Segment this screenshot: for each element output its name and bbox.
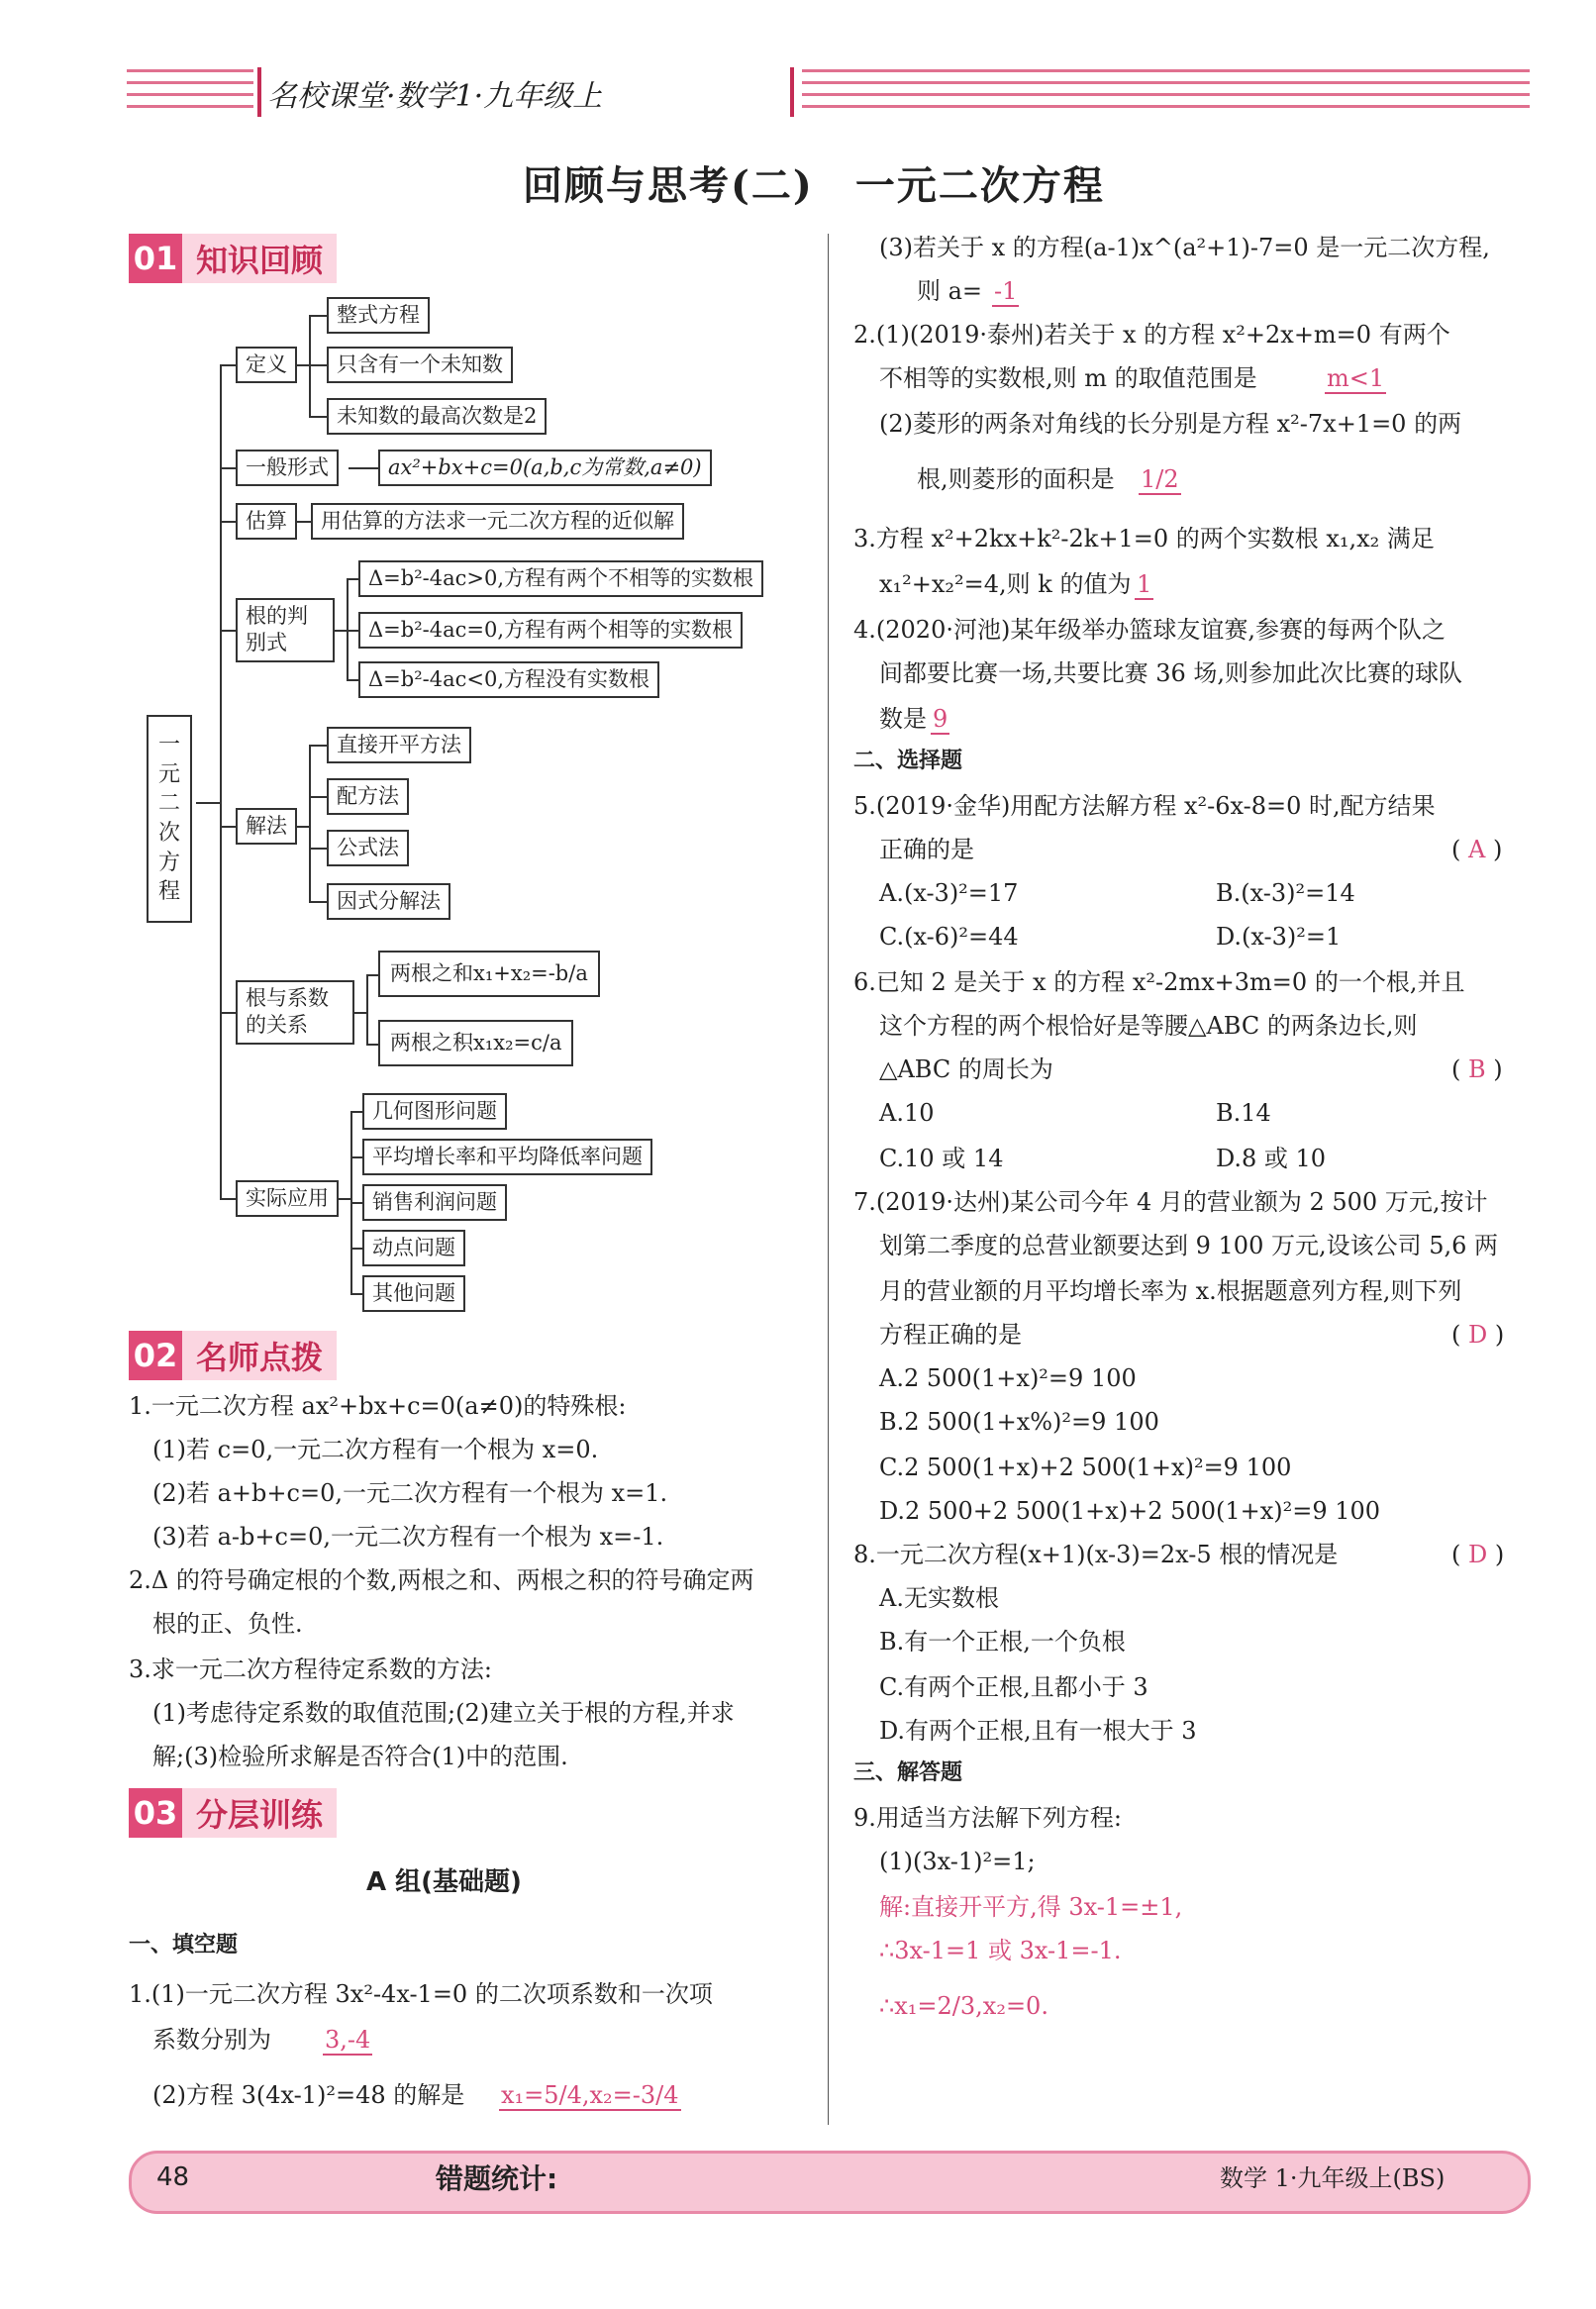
error-stats-label: 错题统计: [436,2162,558,2195]
q1a-line: 1.(1)一元二次方程 3x²-4x-1=0 的二次项系数和一次项 [129,1980,713,2008]
q5-option: B.(x-3)²=14 [1216,879,1355,907]
estimation-item: 用估算的方法求一元二次方程的近似解 [311,503,684,540]
application-item: 平均增长率和平均降低率问题 [362,1139,652,1175]
q4-line: 数是 [879,705,927,733]
column-divider [828,234,829,2125]
q6-line: 6.已知 2 是关于 x 的方程 x²-2mx+3m=0 的一个根,并且 [853,968,1465,996]
q2-line: 2.(1)(2019·泰州)若关于 x 的方程 x²+2x+m=0 有两个 [853,321,1450,349]
general-form-item: ax²+bx+c=0(a,b,c为常数,a≠0) [378,450,712,486]
tip-line: 1.一元二次方程 ax²+bx+c=0(a≠0)的特殊根: [129,1392,627,1420]
application-item: 动点问题 [362,1230,465,1266]
q1b-line: (2)方程 3(4x-1)²=48 的解是 [152,2081,465,2109]
q8-option: A.无实数根 [879,1584,999,1612]
method-item: 因式分解法 [327,883,450,920]
q2-line: 不相等的实数根,则 m 的取值范围是 [879,364,1257,392]
q5-option: A.(x-3)²=17 [879,879,1019,907]
q6-option: A.10 [879,1099,935,1127]
tree-root: 一元二次方程 [147,715,192,923]
q1c-line: 则 a= [917,277,983,305]
q3-line: x₁²+x₂²=4,则 k 的值为 [879,570,1132,598]
q9-solution: 解:直接开平方,得 3x-1=±1, [879,1893,1183,1921]
node-solution-methods: 解法 [236,808,297,845]
tip-line: 根的正、负性. [152,1610,303,1638]
q5-answer: A [1468,836,1486,863]
tip-line: 解;(3)检验所求解是否符合(1)中的范围. [152,1743,568,1770]
q5-line: 5.(2019·金华)用配方法解方程 x²-6x-8=0 时,配方结果 [853,792,1436,820]
tip-line: (1)若 c=0,一元二次方程有一个根为 x=0. [152,1436,599,1463]
q6-line: △ABC 的周长为 [879,1055,1053,1083]
q9-solution: ∴3x-1=1 或 3x-1=-1. [879,1937,1122,1964]
q4-line: 4.(2020·河池)某年级举办篮球友谊赛,参赛的每两个队之 [853,616,1446,644]
q8-option: C.有两个正根,且都小于 3 [879,1673,1148,1701]
q5-option: D.(x-3)²=1 [1216,923,1342,951]
node-definition: 定义 [236,347,297,383]
q2-answer-1: m<1 [1327,364,1385,392]
application-item: 销售利润问题 [362,1184,507,1221]
q7-option: C.2 500(1+x)+2 500(1+x)²=9 100 [879,1454,1292,1481]
q7-line: 方程正确的是 [879,1321,1022,1349]
tip-line: 2.Δ 的符号确定根的个数,两根之和、两根之积的符号确定两 [129,1566,754,1594]
q7-bracket: ( D ) [1451,1321,1505,1349]
q2-answer-2: 1/2 [1141,465,1179,493]
q7-line: 划第二季度的总营业额要达到 9 100 万元,设该公司 5,6 两 [879,1232,1499,1259]
q6-option: D.8 或 10 [1216,1145,1327,1172]
q7-option: D.2 500+2 500(1+x)+2 500(1+x)²=9 100 [879,1497,1381,1525]
q1a-line: 系数分别为 [152,2026,271,2054]
discriminant-item: Δ=b²-4ac>0,方程有两个不相等的实数根 [358,560,763,597]
node-estimation: 估算 [236,503,297,540]
q8-bracket: ( D ) [1451,1541,1505,1568]
method-item: 配方法 [327,778,409,815]
q6-answer: B [1468,1055,1486,1083]
q6-line: 这个方程的两个根恰好是等腰△ABC 的两条边长,则 [879,1012,1418,1040]
group-title: A 组(基础题) [366,1867,522,1897]
q9-solution: ∴x₁=2/3,x₂=0. [879,1992,1048,2020]
q6-bracket: ( B ) [1451,1055,1503,1083]
application-item: 其他问题 [362,1275,465,1312]
page-title: 回顾与思考(二) 一元二次方程 [523,162,1105,209]
q4-answer: 9 [933,705,948,733]
q1c-line: (3)若关于 x 的方程(a-1)x^(a²+1)-7=0 是一元二次方程, [879,234,1490,261]
definition-item: 整式方程 [327,297,430,334]
header-title: 名校课堂·数学1·九年级上 [267,79,603,114]
footer-right: 数学 1·九年级上(BS) [1220,2164,1446,2192]
q7-option: A.2 500(1+x)²=9 100 [879,1364,1137,1392]
section-teacher-tips: 02 名师点拨 [129,1331,337,1380]
tip-line: (3)若 a-b+c=0,一元二次方程有一个根为 x=-1. [152,1523,664,1551]
vieta-sum: 两根之和x₁+x₂=-b/a [378,951,600,997]
q8-option: D.有两个正根,且有一根大于 3 [879,1717,1197,1745]
q1c-answer: -1 [994,277,1018,305]
solve-heading: 三、解答题 [853,1760,963,1785]
q1b-answer: x₁=5/4,x₂=-3/4 [501,2081,679,2109]
node-discriminant: 根的判别式 [236,598,335,662]
application-item: 几何图形问题 [362,1093,507,1130]
q3-line: 3.方程 x²+2kx+k²-2k+1=0 的两个实数根 x₁,x₂ 满足 [853,525,1435,552]
q7-line: 月的营业额的月平均增长率为 x.根据题意列方程,则下列 [879,1277,1462,1305]
method-item: 直接开平方法 [327,727,471,763]
q5-line: 正确的是 [879,836,974,863]
fill-heading: 一、填空题 [129,1933,239,1958]
q8-answer: D [1468,1541,1488,1568]
q7-line: 7.(2019·达州)某公司今年 4 月的营业额为 2 500 万元,按计 [853,1188,1488,1216]
tip-line: (1)考虑待定系数的取值范围;(2)建立关于根的方程,并求 [152,1699,735,1727]
q2-line: 根,则菱形的面积是 [917,465,1115,493]
definition-item: 未知数的最高次数是2 [327,398,547,435]
node-general-form: 一般形式 [236,450,339,486]
q2-line: (2)菱形的两条对角线的长分别是方程 x²-7x+1=0 的两 [879,410,1462,438]
q5-bracket: ( A ) [1451,836,1503,863]
tip-line: (2)若 a+b+c=0,一元二次方程有一个根为 x=1. [152,1479,668,1507]
method-item: 公式法 [327,830,409,866]
discriminant-item: Δ=b²-4ac=0,方程有两个相等的实数根 [358,612,743,649]
page-number: 48 [156,2162,190,2192]
definition-item: 只含有一个未知数 [327,347,513,383]
q8-line: 8.一元二次方程(x+1)(x-3)=2x-5 根的情况是 [853,1541,1339,1568]
q9-line: 9.用适当方法解下列方程: [853,1804,1122,1832]
q6-option: C.10 或 14 [879,1145,1004,1172]
discriminant-item: Δ=b²-4ac<0,方程没有实数根 [358,661,659,698]
choice-heading: 二、选择题 [853,749,963,773]
q9-line: (1)(3x-1)²=1; [879,1848,1036,1875]
tip-line: 3.求一元二次方程待定系数的方法: [129,1656,492,1683]
q7-option: B.2 500(1+x%)²=9 100 [879,1408,1159,1436]
q7-answer: D [1468,1321,1488,1349]
node-applications: 实际应用 [236,1180,339,1217]
section-knowledge-review: 01 知识回顾 [129,234,337,283]
q3-answer: 1 [1137,570,1152,598]
q5-option: C.(x-6)²=44 [879,923,1019,951]
q8-option: B.有一个正根,一个负根 [879,1628,1126,1656]
q1a-answer: 3,-4 [325,2026,371,2054]
q6-option: B.14 [1216,1099,1271,1127]
vieta-product: 两根之积x₁x₂=c/a [378,1020,573,1066]
node-vieta: 根与系数的关系 [236,980,354,1045]
section-layered-training: 03 分层训练 [129,1788,337,1838]
q4-line: 间都要比赛一场,共要比赛 36 场,则参加此次比赛的球队 [879,659,1463,687]
